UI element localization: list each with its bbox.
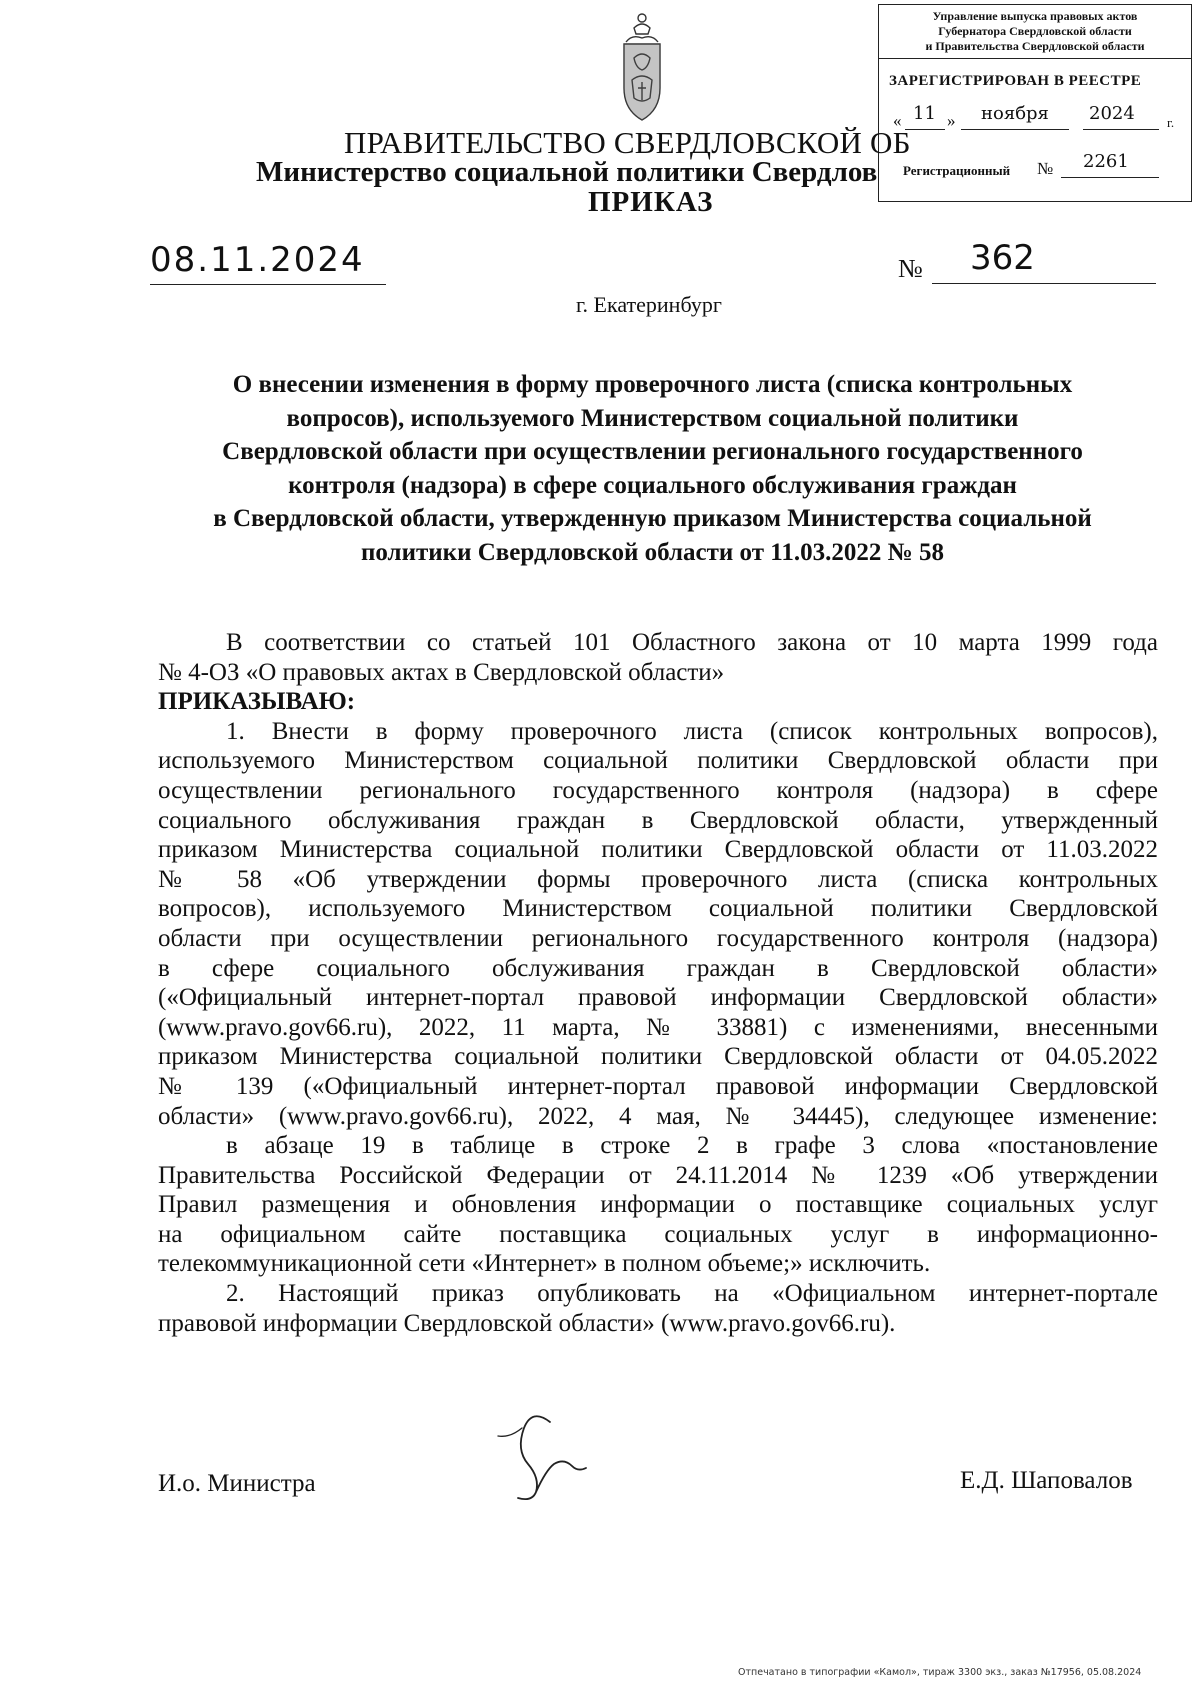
reg-day: 11 [913, 103, 936, 124]
body-line: приказом Министерства социальной политики Свердловской области от 11.03.2022 [158, 836, 1158, 864]
body-line: Правил размещения и обновления информации о поставщике социальных услуг [158, 1191, 1158, 1219]
body-line: в сфере социального обслуживания граждан в Свердловской области» [158, 954, 1158, 982]
body-line: на официальном сайте поставщика социальных услуг в информационно- [158, 1220, 1158, 1248]
reg-quote-close: » [947, 111, 956, 130]
handwritten-signature [488, 1398, 608, 1508]
city: г. Екатеринбург [576, 292, 722, 317]
body-line: области при осуществлении регионального государственного контроля (надзора) [158, 924, 1158, 952]
reg-year: 2024 [1089, 103, 1135, 124]
signer-name: Е.Д. Шаповалов [960, 1467, 1133, 1494]
reg-stamp-title: ЗАРЕГИСТРИРОВАН В РЕЕСТРЕ [889, 73, 1142, 89]
body-line: используемого Министерством социальной политики Свердловской области при [158, 747, 1158, 775]
printer-imprint: Отпечатано в типографии «Камол», тираж 3300 экз., заказ №17956, 05.08.2024 [738, 1667, 1142, 1678]
reg-stamp-header-line: и Правительства Свердловской области [925, 39, 1145, 53]
body-line: № 139 («Официальный интернет-портал правовой информации Свердловской [158, 1072, 1158, 1100]
reg-month: ноября [981, 103, 1049, 124]
reg-quote-open: « [893, 111, 902, 130]
body-line: телекоммуникационной сети «Интернет» в полном объеме;» исключить. [158, 1250, 931, 1278]
reg-stamp-header-line: Губернатора Свердловской области [938, 24, 1132, 38]
body-line: В соответствии со статьей 101 Областного закона от 10 марта 1999 года [226, 629, 1158, 656]
reg-number: 2261 [1083, 151, 1129, 172]
reg-stamp-header-line: Управление выпуска правовых актов [932, 9, 1138, 23]
heading-line: контроля (надзора) в сфере социального обслуживания граждан [288, 471, 1017, 499]
reg-day-line [905, 103, 945, 130]
body-line: 1. Внести в форму проверочного листа (список контрольных вопросов), [226, 717, 1158, 745]
reg-number-line [1061, 151, 1159, 178]
order-directive: ПРИКАЗЫВАЮ: [158, 688, 356, 716]
reg-year-suffix: г. [1167, 115, 1175, 130]
heading-line: Свердловской области при осуществлении регионального государственного [222, 438, 1083, 466]
body-line: осуществлении регионального государственного контроля (надзора) в сфере [158, 776, 1158, 804]
ministry-title: Министерство социальной политики Свердлов [256, 156, 878, 188]
reg-year-line [1083, 103, 1159, 130]
body-line: социального обслуживания граждан в Свердловской области, утвержденный [158, 806, 1158, 834]
signer-position: И.о. Министра [158, 1470, 316, 1497]
reg-number-sign: № [1037, 159, 1054, 178]
body-line: правовой информации Свердловской области» (www.pravo.gov66.ru). [158, 1309, 896, 1337]
government-title: ПРАВИТЕЛЬСТВО СВЕРДЛОВСКОЙ ОБ [344, 125, 911, 160]
body-line: вопросов), используемого Министерством социальной политики Свердловской [158, 895, 1158, 923]
document-body [158, 628, 1158, 1338]
heading-line: политики Свердловской области от 11.03.2022 № 58 [360, 538, 945, 566]
heading-line: вопросов), используемого Министерством социальной политики [286, 404, 1019, 432]
body-line: области» (www.pravo.gov66.ru), 2022, 4 мая, № 34445), следующее изменение: [158, 1102, 1158, 1130]
reg-month-line [961, 103, 1069, 130]
body-line: приказом Министерства социальной политики Свердловской области от 04.05.2022 [158, 1043, 1158, 1071]
heading-line: в Свердловской области, утвержденную приказом Министерства социальной [213, 505, 1092, 533]
coat-of-arms-icon [612, 8, 672, 126]
body-line: Правительства Российской Федерации от 24.11.2014 № 1239 «Об утверждении [158, 1161, 1158, 1189]
order-number-label: № [898, 254, 923, 283]
body-line: («Официальный интернет-портал правовой информации Свердловской области» [158, 984, 1158, 1012]
body-line: 2. Настоящий приказ опубликовать на «Официальном интернет-портале [226, 1280, 1158, 1308]
body-line: (www.pravo.gov66.ru), 2022, 11 марта, № 33881) с изменениями, внесенными [158, 1013, 1158, 1041]
reg-number-label: Регистрационный [903, 163, 1011, 178]
body-line: в абзаце 19 в таблице в строке 2 в графе 3 слова «постановление [226, 1132, 1158, 1160]
order-number: 362 [932, 238, 1156, 284]
document-heading [150, 368, 1155, 570]
body-line: № 4-ОЗ «О правовых актах в Свердловской области» [158, 658, 725, 686]
reg-stamp-header [879, 5, 1191, 59]
order-date: 08.11.2024 [150, 240, 386, 285]
registration-stamp [878, 4, 1192, 202]
body-line: № 58 «Об утверждении формы проверочного листа (списка контрольных [158, 865, 1158, 893]
heading-line: О внесении изменения в форму проверочного листа (списка контрольных [232, 371, 1073, 398]
document-type-title: ПРИКАЗ [588, 186, 714, 218]
